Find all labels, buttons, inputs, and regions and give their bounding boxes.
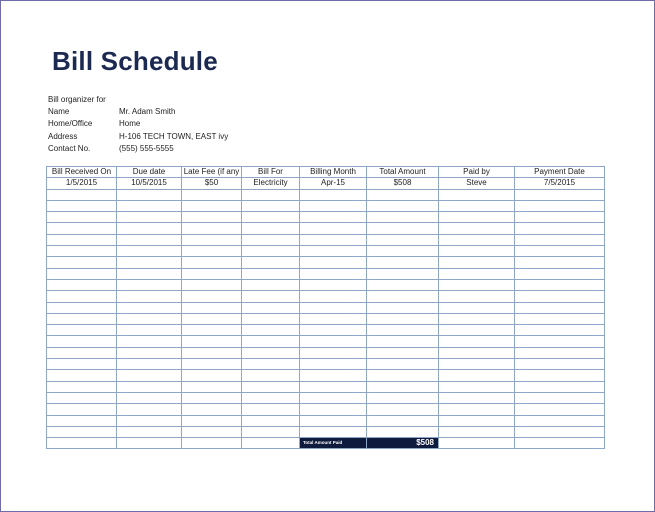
table-cell[interactable]: [242, 426, 300, 437]
table-cell[interactable]: [117, 257, 182, 268]
table-cell[interactable]: [47, 438, 117, 449]
table-cell[interactable]: [242, 189, 300, 200]
total-row: [47, 438, 605, 449]
column-header-late-fee: Late Fee (if any: [182, 167, 242, 178]
table-cell[interactable]: [439, 268, 515, 279]
table-cell[interactable]: [182, 415, 242, 426]
table-cell[interactable]: [47, 426, 117, 437]
table-cell[interactable]: [367, 392, 439, 403]
table-cell[interactable]: [182, 370, 242, 381]
table-cell[interactable]: [47, 234, 117, 245]
table-cell[interactable]: [242, 381, 300, 392]
table-cell[interactable]: [47, 212, 117, 223]
info-label: Contact No.: [48, 143, 91, 153]
bill-organizer-info: [48, 94, 228, 155]
table-cell[interactable]: [439, 370, 515, 381]
table-cell[interactable]: [117, 246, 182, 257]
table-cell[interactable]: [300, 325, 367, 336]
table-cell[interactable]: [439, 404, 515, 415]
table-cell[interactable]: [439, 438, 515, 449]
column-header-billing-month: Billing Month: [300, 167, 367, 178]
table-cell[interactable]: [515, 302, 605, 313]
table-cell[interactable]: [367, 257, 439, 268]
table-cell[interactable]: [300, 359, 367, 370]
table-cell[interactable]: [182, 404, 242, 415]
table-cell[interactable]: [117, 291, 182, 302]
table-cell[interactable]: [117, 302, 182, 313]
table-cell[interactable]: [300, 392, 367, 403]
table-cell[interactable]: [515, 415, 605, 426]
table-row: [47, 415, 605, 426]
table-cell[interactable]: [300, 189, 367, 200]
column-header-bill-for: Bill For: [242, 167, 300, 178]
table-cell[interactable]: [242, 336, 300, 347]
table-row: [47, 370, 605, 381]
table-cell[interactable]: [515, 438, 605, 449]
table-row: [47, 200, 605, 211]
table-cell[interactable]: [47, 200, 117, 211]
table-cell[interactable]: [182, 325, 242, 336]
table-cell[interactable]: [182, 347, 242, 358]
table-row: [47, 336, 605, 347]
table-cell[interactable]: [300, 268, 367, 279]
table-cell[interactable]: [367, 223, 439, 234]
table-cell[interactable]: [242, 359, 300, 370]
table-cell[interactable]: [47, 415, 117, 426]
table-cell[interactable]: [439, 234, 515, 245]
table-row: [47, 392, 605, 403]
table-cell[interactable]: [117, 347, 182, 358]
table-cell[interactable]: [117, 426, 182, 437]
table-cell[interactable]: [300, 257, 367, 268]
table-cell[interactable]: [439, 359, 515, 370]
table-cell[interactable]: [300, 426, 367, 437]
table-cell[interactable]: [300, 212, 367, 223]
table-cell[interactable]: [439, 212, 515, 223]
table-cell[interactable]: [47, 404, 117, 415]
table-cell[interactable]: [117, 336, 182, 347]
table-cell[interactable]: [439, 392, 515, 403]
table-cell[interactable]: [439, 347, 515, 358]
table-cell[interactable]: [367, 370, 439, 381]
table-cell[interactable]: [367, 212, 439, 223]
table-cell[interactable]: [117, 370, 182, 381]
table-cell[interactable]: [515, 325, 605, 336]
table-cell[interactable]: [117, 313, 182, 324]
table-row: [47, 178, 605, 189]
table-cell[interactable]: [242, 404, 300, 415]
table-cell[interactable]: [47, 381, 117, 392]
table-cell[interactable]: [182, 223, 242, 234]
table-row: [47, 426, 605, 437]
table-row: [47, 325, 605, 336]
table-cell[interactable]: [47, 325, 117, 336]
table-cell[interactable]: [515, 212, 605, 223]
table-cell[interactable]: [367, 415, 439, 426]
info-row-contact: [48, 143, 228, 155]
table-row: [47, 381, 605, 392]
table-cell[interactable]: [182, 291, 242, 302]
table-cell[interactable]: [439, 279, 515, 290]
table-cell[interactable]: [367, 325, 439, 336]
table-cell[interactable]: [367, 404, 439, 415]
table-cell[interactable]: [515, 313, 605, 324]
info-label: Home/Office: [48, 119, 93, 129]
table-cell[interactable]: [300, 291, 367, 302]
table-cell[interactable]: [439, 415, 515, 426]
table-cell[interactable]: [242, 223, 300, 234]
table-cell[interactable]: [117, 325, 182, 336]
table-cell[interactable]: [47, 189, 117, 200]
table-cell[interactable]: [47, 268, 117, 279]
info-row-name: [48, 106, 228, 118]
table-cell[interactable]: [515, 359, 605, 370]
table-row: [47, 257, 605, 268]
table-cell[interactable]: [367, 291, 439, 302]
table-cell[interactable]: [182, 302, 242, 313]
table-cell[interactable]: [439, 246, 515, 257]
table-cell[interactable]: Steve: [439, 178, 515, 189]
table-cell[interactable]: [515, 200, 605, 211]
table-cell[interactable]: [47, 370, 117, 381]
table-cell[interactable]: [300, 415, 367, 426]
table-cell[interactable]: [182, 381, 242, 392]
table-cell[interactable]: [515, 189, 605, 200]
table-cell[interactable]: [367, 234, 439, 245]
table-cell[interactable]: [117, 200, 182, 211]
column-header-received-on: Bill Received On: [47, 167, 117, 178]
table-cell[interactable]: [182, 212, 242, 223]
table-cell[interactable]: [439, 336, 515, 347]
table-cell[interactable]: [182, 392, 242, 403]
column-header-paid-by: Paid by: [439, 167, 515, 178]
table-cell[interactable]: [367, 426, 439, 437]
column-header-due-date: Due date: [117, 167, 182, 178]
table-cell[interactable]: [300, 279, 367, 290]
table-row: [47, 246, 605, 257]
table-cell[interactable]: [367, 336, 439, 347]
table-cell[interactable]: [182, 359, 242, 370]
info-label: Name: [48, 107, 70, 117]
table-cell[interactable]: [300, 200, 367, 211]
table-cell[interactable]: [47, 279, 117, 290]
table-cell[interactable]: [515, 234, 605, 245]
table-cell[interactable]: [367, 347, 439, 358]
table-cell[interactable]: [439, 302, 515, 313]
table-cell[interactable]: [242, 268, 300, 279]
table-row: [47, 302, 605, 313]
table-cell[interactable]: [182, 279, 242, 290]
table-row: [47, 313, 605, 324]
column-header-payment-date: Payment Date: [515, 167, 605, 178]
table-cell[interactable]: [367, 189, 439, 200]
table-row: [47, 189, 605, 200]
table-cell[interactable]: [47, 313, 117, 324]
table-cell[interactable]: [242, 234, 300, 245]
column-header-total-amount: Total Amount: [367, 167, 439, 178]
table-cell[interactable]: [515, 392, 605, 403]
table-cell[interactable]: [242, 325, 300, 336]
table-cell[interactable]: [515, 223, 605, 234]
table-cell[interactable]: [300, 347, 367, 358]
table-cell[interactable]: [242, 392, 300, 403]
table-cell[interactable]: [367, 268, 439, 279]
table-cell[interactable]: [515, 370, 605, 381]
table-cell[interactable]: [47, 302, 117, 313]
bill-schedule-table: [46, 166, 605, 449]
header-row: [47, 167, 605, 178]
table-cell[interactable]: [47, 336, 117, 347]
table-cell[interactable]: [242, 347, 300, 358]
table-row: [47, 212, 605, 223]
table-cell[interactable]: 10/5/2015: [117, 178, 182, 189]
table-cell[interactable]: [117, 223, 182, 234]
table-cell[interactable]: [182, 257, 242, 268]
table-cell[interactable]: [47, 359, 117, 370]
table-cell[interactable]: $508: [367, 178, 439, 189]
table-cell[interactable]: [242, 257, 300, 268]
table-cell[interactable]: [515, 336, 605, 347]
table-row: [47, 359, 605, 370]
info-value[interactable]: (555) 555-5555: [119, 143, 174, 153]
table-cell[interactable]: [117, 268, 182, 279]
table-row: [47, 291, 605, 302]
table-cell[interactable]: [300, 302, 367, 313]
table-cell[interactable]: [300, 223, 367, 234]
table-cell[interactable]: [515, 291, 605, 302]
table-cell[interactable]: [367, 302, 439, 313]
table-row: [47, 404, 605, 415]
table-cell[interactable]: [242, 291, 300, 302]
table-cell[interactable]: [439, 200, 515, 211]
table-cell[interactable]: [515, 426, 605, 437]
table-cell[interactable]: [300, 336, 367, 347]
table-cell[interactable]: [515, 246, 605, 257]
table-cell[interactable]: [439, 313, 515, 324]
table-cell[interactable]: [182, 246, 242, 257]
table-cell[interactable]: [439, 291, 515, 302]
table-cell[interactable]: [439, 223, 515, 234]
table-cell[interactable]: [515, 268, 605, 279]
table-cell[interactable]: [242, 313, 300, 324]
table-cell[interactable]: [182, 426, 242, 437]
table-cell[interactable]: [367, 313, 439, 324]
table-cell[interactable]: [242, 246, 300, 257]
table-cell[interactable]: [47, 223, 117, 234]
table-cell[interactable]: [117, 234, 182, 245]
table-cell[interactable]: [242, 279, 300, 290]
table-row: [47, 223, 605, 234]
table-cell[interactable]: [300, 370, 367, 381]
table-cell[interactable]: 1/5/2015: [47, 178, 117, 189]
table-cell[interactable]: [117, 381, 182, 392]
total-amount-paid-label: Total Amount Paid: [300, 438, 367, 449]
info-row-home-office: [48, 118, 228, 130]
table-cell[interactable]: [117, 438, 182, 449]
table-cell[interactable]: [242, 415, 300, 426]
table-cell[interactable]: [47, 246, 117, 257]
page-title: Bill Schedule: [52, 46, 218, 76]
info-row-address: [48, 131, 228, 143]
table-cell[interactable]: [242, 302, 300, 313]
table-cell[interactable]: [515, 404, 605, 415]
table-row: [47, 279, 605, 290]
table-cell[interactable]: [117, 359, 182, 370]
info-value[interactable]: Home: [119, 119, 141, 129]
table-cell[interactable]: [182, 438, 242, 449]
table-cell[interactable]: [515, 347, 605, 358]
table-cell[interactable]: [242, 370, 300, 381]
table-cell[interactable]: [439, 426, 515, 437]
table-cell[interactable]: [439, 189, 515, 200]
total-amount-paid-value: $508: [367, 438, 439, 449]
table-cell[interactable]: [242, 212, 300, 223]
table-cell[interactable]: [117, 404, 182, 415]
table-row: [47, 268, 605, 279]
table-cell[interactable]: [182, 189, 242, 200]
table-cell[interactable]: [300, 313, 367, 324]
table-cell[interactable]: [117, 189, 182, 200]
table-cell[interactable]: [300, 234, 367, 245]
table-cell[interactable]: [182, 336, 242, 347]
info-value[interactable]: Mr. Adam Smith: [119, 107, 176, 117]
table-cell[interactable]: $50: [182, 178, 242, 189]
table-cell[interactable]: [367, 246, 439, 257]
table-cell[interactable]: [439, 257, 515, 268]
table-cell[interactable]: Electricity: [242, 178, 300, 189]
table-cell[interactable]: [515, 381, 605, 392]
info-label: Address: [48, 131, 78, 141]
table-row: [47, 234, 605, 245]
info-value[interactable]: H-106 TECH TOWN, EAST ivy: [119, 131, 229, 141]
table-cell[interactable]: 7/5/2015: [515, 178, 605, 189]
table-cell[interactable]: [117, 415, 182, 426]
table-cell[interactable]: [300, 246, 367, 257]
table-cell[interactable]: [300, 381, 367, 392]
table-cell[interactable]: [300, 404, 367, 415]
organizer-heading-row: [48, 94, 228, 106]
table-cell[interactable]: [515, 257, 605, 268]
table-cell[interactable]: [47, 347, 117, 358]
table-cell[interactable]: [117, 279, 182, 290]
table-cell[interactable]: [367, 381, 439, 392]
table-cell[interactable]: [515, 279, 605, 290]
table-row: [47, 347, 605, 358]
table-cell[interactable]: [47, 291, 117, 302]
table-cell[interactable]: [242, 438, 300, 449]
table-cell[interactable]: Apr-15: [300, 178, 367, 189]
table-cell[interactable]: [439, 325, 515, 336]
table-cell[interactable]: [182, 268, 242, 279]
organizer-label: Bill organizer for: [48, 95, 106, 104]
table-cell[interactable]: [47, 392, 117, 403]
table-cell[interactable]: [367, 200, 439, 211]
table-cell[interactable]: [182, 313, 242, 324]
table-cell[interactable]: [47, 257, 117, 268]
table-cell[interactable]: [367, 279, 439, 290]
table-cell[interactable]: [117, 392, 182, 403]
table-cell[interactable]: [182, 200, 242, 211]
table-cell[interactable]: [182, 234, 242, 245]
table-cell[interactable]: [367, 359, 439, 370]
table-cell[interactable]: [117, 212, 182, 223]
table-cell[interactable]: [439, 381, 515, 392]
table-cell[interactable]: [242, 200, 300, 211]
